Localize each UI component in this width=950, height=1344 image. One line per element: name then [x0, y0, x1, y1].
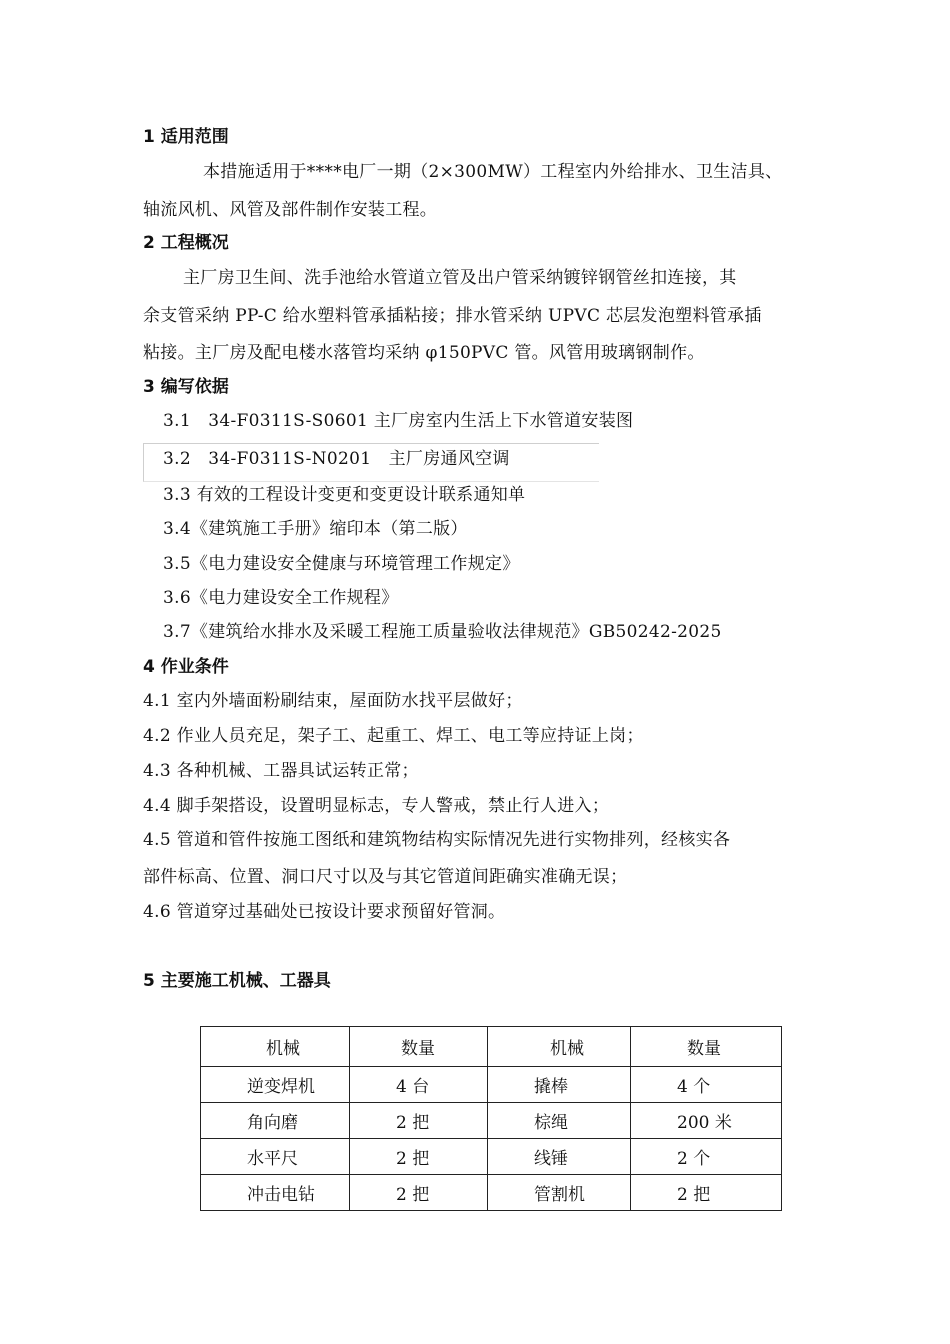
reference-item: 3.3 有效的工程设计变更和变更设计联系通知单 — [163, 485, 526, 505]
reference-item: 3.4《建筑施工手册》缩印本（第二版） — [163, 519, 468, 539]
table-header-cell: 机械 — [201, 1027, 350, 1067]
section-2-line-2: 余支管采纳 PP-C 给水塑料管承插粘接；排水管采纳 UPVC 芯层发泡塑料管承插 — [143, 306, 762, 326]
table-cell: 2 把 — [350, 1139, 488, 1175]
table-cell: 4 台 — [350, 1067, 488, 1103]
section-2-line-1: 主厂房卫生间、洗手池给水管道立管及出户管采纳镀锌钢管丝扣连接，其 — [183, 268, 737, 288]
section-5-heading: 5 主要施工机械、工器具 — [143, 971, 331, 991]
reference-item: 3.7《建筑给水排水及采暖工程施工质量验收法律规范》GB50242-2025 — [163, 622, 722, 642]
table-cell: 4 个 — [631, 1067, 782, 1103]
table-cell: 2 把 — [350, 1175, 488, 1211]
table-row — [201, 1067, 782, 1103]
table-cell: 水平尺 — [201, 1139, 350, 1175]
condition-item: 4.6 管道穿过基础处已按设计要求预留好管洞。 — [143, 902, 506, 922]
condition-item: 4.1 室内外墙面粉刷结束，屋面防水找平层做好； — [143, 691, 523, 711]
section-1-line-2: 轴流风机、风管及部件制作安装工程。 — [143, 200, 438, 220]
section-1-line-1: 本措施适用于****电厂一期（2×300MW）工程室内外给排水、卫生洁具、 — [203, 162, 783, 182]
table-header-cell: 机械 — [488, 1027, 631, 1067]
table-cell: 2 把 — [350, 1103, 488, 1139]
section-3-heading: 3 编写依据 — [143, 377, 229, 397]
table-cell: 2 把 — [631, 1175, 782, 1211]
table-cell: 线锤 — [488, 1139, 631, 1175]
condition-item: 4.4 脚手架搭设，设置明显标志，专人警戒，禁止行人进入； — [143, 796, 610, 816]
table-cell: 管割机 — [488, 1175, 631, 1211]
table-cell: 200 米 — [631, 1103, 782, 1139]
condition-item: 部件标高、位置、洞口尺寸以及与其它管道间距确实准确无误； — [143, 867, 628, 887]
table-cell: 棕绳 — [488, 1103, 631, 1139]
table-row — [201, 1175, 782, 1211]
condition-item: 4.3 各种机械、工器具试运转正常； — [143, 761, 419, 781]
reference-item: 3.5《电力建设安全健康与环境管理工作规定》 — [163, 554, 520, 574]
tools-table — [200, 1026, 782, 1211]
reference-item: 3.2 34-F0311S-N0201 主厂房通风空调 — [163, 449, 510, 469]
table-row — [201, 1139, 782, 1175]
table-cell: 撬棒 — [488, 1067, 631, 1103]
reference-item: 3.6《电力建设安全工作规程》 — [163, 588, 399, 608]
section-4-heading: 4 作业条件 — [143, 657, 229, 677]
table-header-row — [201, 1027, 782, 1067]
reference-item: 3.1 34-F0311S-S0601 主厂房室内生活上下水管道安装图 — [163, 411, 634, 431]
table-header-cell: 数量 — [350, 1027, 488, 1067]
table-header-cell: 数量 — [631, 1027, 782, 1067]
condition-item: 4.2 作业人员充足，架子工、起重工、焊工、电工等应持证上岗； — [143, 726, 644, 746]
table-cell: 角向磨 — [201, 1103, 350, 1139]
table-cell: 冲击电钻 — [201, 1175, 350, 1211]
section-2-line-3: 粘接。主厂房及配电楼水落管均采纳 φ150PVC 管。风管用玻璃钢制作。 — [143, 343, 705, 363]
table-row — [201, 1103, 782, 1139]
section-2-heading: 2 工程概况 — [143, 233, 229, 253]
condition-item: 4.5 管道和管件按施工图纸和建筑物结构实际情况先进行实物排列，经核实各 — [143, 830, 731, 850]
section-1-heading: 1 适用范围 — [143, 127, 229, 147]
table-cell: 逆变焊机 — [201, 1067, 350, 1103]
table-cell: 2 个 — [631, 1139, 782, 1175]
